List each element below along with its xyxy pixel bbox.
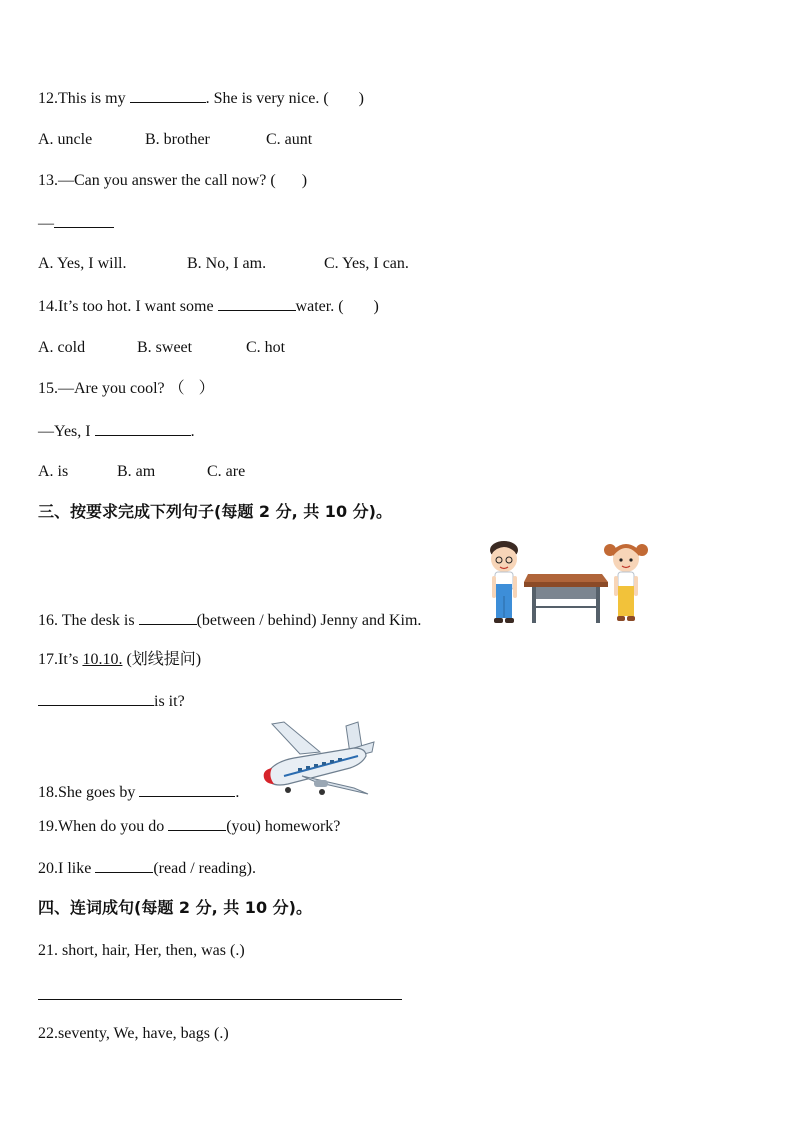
q17-blank[interactable] (38, 691, 154, 706)
q20-blank[interactable] (95, 858, 153, 873)
q12-text-post: . She is very nice. ( (205, 90, 329, 107)
airplane-icon (264, 722, 374, 795)
q19-text-post: (you) homework? (226, 818, 341, 835)
q13-response-line (38, 213, 114, 234)
q14-text-post: water. ( (295, 298, 344, 315)
q12-text-pre: 12.This is my (38, 90, 126, 107)
q12-options (38, 130, 312, 150)
q15-text: 15.—Are you cool? （ (38, 380, 185, 397)
q17-answer-line (38, 691, 185, 712)
question-22: 22.seventy, We, have, bags (.) (38, 1025, 229, 1042)
question-17 (38, 650, 201, 670)
q19-blank[interactable] (168, 816, 226, 831)
q15-response-pre: —Yes, I (38, 423, 91, 440)
q14-options (38, 338, 285, 358)
q18-blank[interactable] (139, 782, 235, 797)
q15-blank[interactable] (95, 421, 191, 436)
question-12 (38, 88, 364, 109)
question-13 (38, 171, 307, 191)
q15-response-post: . (190, 423, 195, 440)
q13-option-b[interactable]: B. No, I am. (187, 255, 267, 272)
q17-underlined-time: 10.10. (82, 651, 123, 668)
q14-text-pre: 14.It’s too hot. I want some (38, 298, 214, 315)
q13-option-a[interactable]: A. Yes, I will. (38, 255, 127, 272)
girl-icon (604, 544, 648, 621)
q16-text-post: (between / behind) Jenny and Kim. (196, 612, 422, 629)
question-14 (38, 296, 379, 317)
question-18 (38, 782, 239, 803)
question-20 (38, 858, 256, 879)
q15-option-c[interactable]: C. are (207, 463, 246, 480)
q14-option-a[interactable]: A. cold (38, 339, 86, 356)
question-16 (38, 610, 421, 631)
q13-paren-close: ) (301, 172, 308, 189)
q17-answer-post: is it? (154, 693, 185, 710)
q14-paren-close: ) (373, 298, 379, 315)
q12-option-c[interactable]: C. aunt (266, 131, 313, 148)
q16-blank[interactable] (139, 610, 197, 625)
q14-option-b[interactable]: B. sweet (137, 339, 193, 356)
q20-text-pre: 20.I like (38, 860, 92, 877)
q19-text-pre: 19.When do you do (38, 818, 165, 835)
q12-option-b[interactable]: B. brother (145, 131, 210, 148)
q15-response-line (38, 421, 195, 442)
q15-option-b[interactable]: B. am (117, 463, 156, 480)
boy-icon (490, 541, 518, 623)
q13-text: 13.—Can you answer the call now? ( (38, 172, 276, 189)
q13-option-c[interactable]: C. Yes, I can. (324, 255, 409, 272)
q16-text-pre: 16. The desk is (38, 612, 135, 629)
section-4-heading: 四、连词成句(每题 2 分, 共 10 分)。 (38, 898, 312, 917)
q15-paren-close: ） (198, 380, 215, 397)
question-15 (38, 379, 215, 399)
q18-text-pre: 18.She goes by (38, 784, 136, 801)
q13-options (38, 254, 409, 274)
q12-paren-close: ) (358, 90, 364, 107)
question-19 (38, 816, 340, 837)
boy-desk-girl-illustration (484, 540, 654, 626)
section-3-heading: 三、按要求完成下列句子(每题 2 分, 共 10 分)。 (38, 502, 392, 521)
q15-options (38, 462, 245, 482)
q18-text-post: . (235, 784, 240, 801)
q21-answer-line[interactable] (38, 999, 402, 1000)
desk-icon (524, 574, 608, 623)
q20-text-post: (read / reading). (153, 860, 256, 877)
q17-text-post: (划线提问) (122, 651, 202, 668)
q13-dash: — (38, 215, 54, 232)
q17-text-pre: 17.It’s (38, 651, 83, 668)
question-21: 21. short, hair, Her, then, was (.) (38, 942, 245, 959)
q13-blank[interactable] (54, 213, 114, 228)
airplane-illustration (258, 718, 376, 798)
q12-blank[interactable] (130, 88, 206, 103)
q15-option-a[interactable]: A. is (38, 463, 69, 480)
q12-option-a[interactable]: A. uncle (38, 131, 93, 148)
q14-option-c[interactable]: C. hot (246, 339, 286, 356)
q14-blank[interactable] (218, 296, 296, 311)
